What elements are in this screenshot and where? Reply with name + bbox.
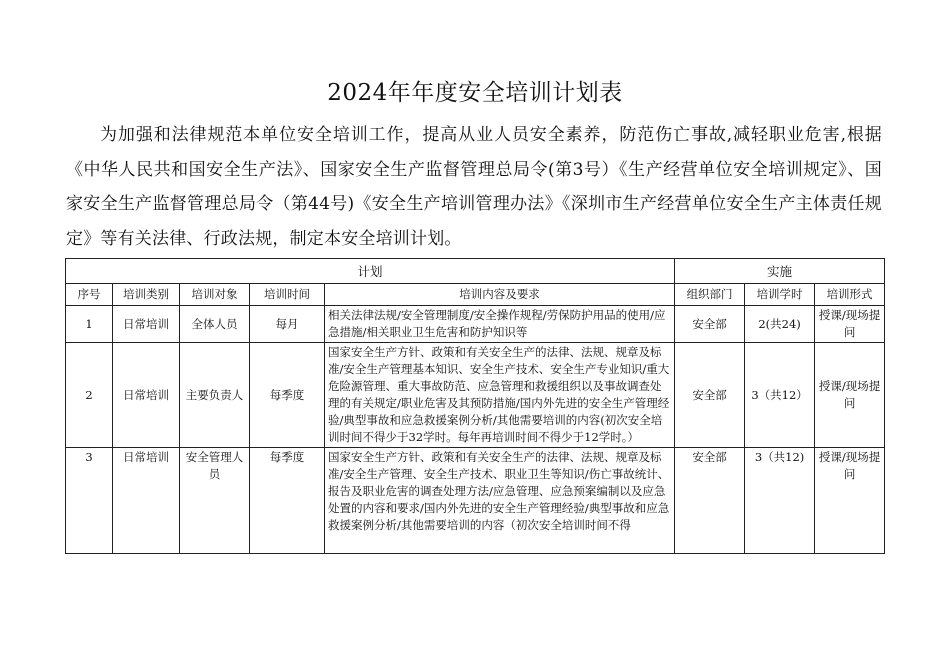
page-title: 2024年年度安全培训计划表: [327, 80, 623, 106]
group-header-implementation: 实施: [675, 259, 885, 284]
column-header-form: 培训形式: [815, 284, 885, 306]
table-row: [66, 306, 885, 343]
column-header-target: 培训对象: [180, 284, 250, 306]
column-header-no: 序号: [66, 284, 113, 306]
row-no: 2: [66, 343, 113, 448]
intro-paragraph: 为加强和法律规范本单位安全培训工作，提高从业人员安全素养，防范伤亡事故,减轻职业危害,根据《中华人民共和国安全生产法》、国家安全生产监督管理总局令(第3号）《生产经营单位安全培训规定》、国家安全生产监督管理总局令（第44号)《安全生产培训管理办法》《深圳市生产经营单位安全生产主体责任规定》等有关法律、行政法规，制定本安全培训计划。: [66, 125, 882, 249]
table-row: [66, 448, 885, 554]
column-header-row: [66, 284, 885, 306]
training-plan-table: [65, 258, 885, 554]
row-category: 日常培训: [113, 448, 180, 554]
row-target: 全体人员: [180, 306, 250, 343]
column-header-category: 培训类别: [113, 284, 180, 306]
row-hours: 3（共12): [745, 448, 815, 554]
row-hours: 2(共24): [745, 306, 815, 343]
group-header-plan: 计划: [66, 259, 675, 284]
row-category: 日常培训: [113, 343, 180, 448]
row-content: 相关法律法规/安全管理制度/安全操作规程/劳保防护用品的使用/应急措施/相关职业卫生危害和防护知识等: [325, 306, 675, 343]
row-target: 安全管理人员: [180, 448, 250, 554]
row-department: 安全部: [675, 306, 745, 343]
row-content: 国家安全生产方针、政策和有关安全生产的法律、法规、规章及标准/安全生产管理、安全生产技术、职业卫生等知识/伤亡事故统计、报告及职业危害的调查处理方法/应急管理、应急预案编制以及应急处置的内容和要求/国内外先进的安全生产管理经验/典型事故和应急救援案例分析/其他需要培训的内容（初次安全培训时间不得: [325, 448, 675, 554]
table-row: [66, 343, 885, 448]
column-header-content: 培训内容及要求: [325, 284, 675, 306]
row-target: 主要负责人: [180, 343, 250, 448]
row-department: 安全部: [675, 448, 745, 554]
column-header-time: 培训时间: [250, 284, 325, 306]
row-form: 授课/现场提问: [815, 306, 885, 343]
column-header-hours: 培训学时: [745, 284, 815, 306]
row-time: 每季度: [250, 343, 325, 448]
row-form: 授课/现场提问: [815, 448, 885, 554]
row-time: 每月: [250, 306, 325, 343]
row-no: 1: [66, 306, 113, 343]
row-hours: 3（共12）: [745, 343, 815, 448]
group-header-row: [66, 259, 885, 284]
row-content: 国家安全生产方针、政策和有关安全生产的法律、法规、规章及标准/安全生产管理基本知识、安全生产技术、安全生产专业知识/重大危险源管理、重大事故防范、应急管理和救援组织以及事故调查处理的有关规定/职业危害及其预防措施/国内外先进的安全生产管理经验/典型事故和应急救援案例分析/其他需要培训的内容(初次安全培训时间不得少于32学时。每年再培训时间不得少于12学时。）: [325, 343, 675, 448]
row-no: 3: [66, 448, 113, 554]
column-header-department: 组织部门: [675, 284, 745, 306]
row-department: 安全部: [675, 343, 745, 448]
row-form: 授课/现场提问: [815, 343, 885, 448]
row-category: 日常培训: [113, 306, 180, 343]
row-time: 每季度: [250, 448, 325, 554]
